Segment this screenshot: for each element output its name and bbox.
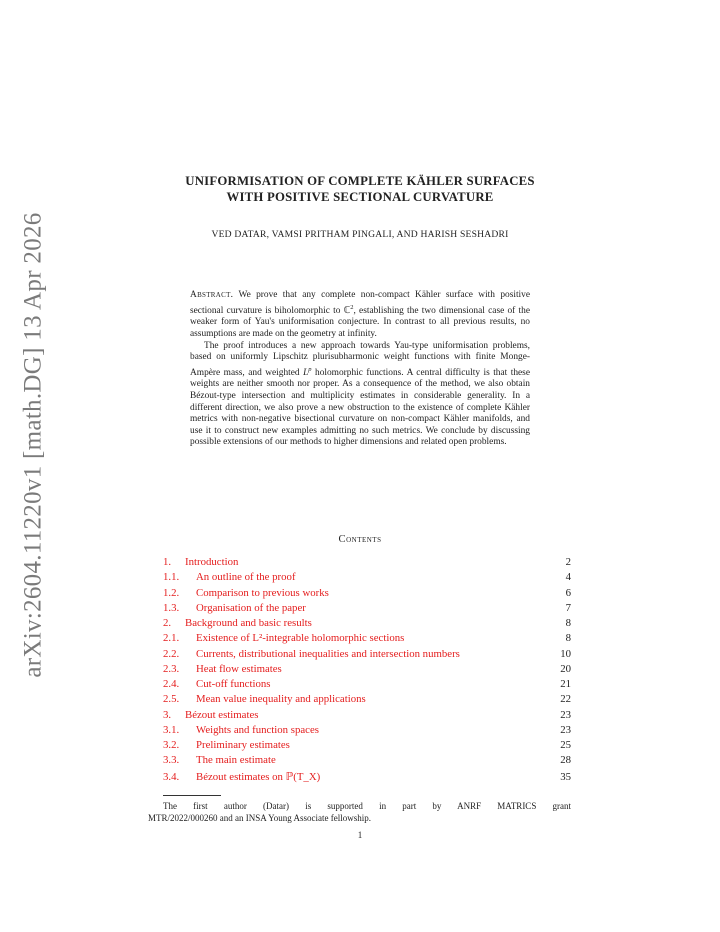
toc-section-title: The main estimate <box>196 754 276 767</box>
abstract-paragraph-2 <box>190 341 530 449</box>
toc-row[interactable] <box>163 724 571 739</box>
toc-row[interactable] <box>163 709 571 724</box>
footnote-line-1: The first author (Datar) is supported in part by ANRF MATRICS grant <box>163 801 571 811</box>
toc-section-title: Background and basic results <box>185 617 312 630</box>
arxiv-side-stamp <box>14 205 54 685</box>
toc-page-number: 35 <box>560 770 571 783</box>
toc-section-number: 3.4. <box>163 770 180 783</box>
toc-row[interactable] <box>163 556 571 571</box>
paper-title <box>150 173 570 205</box>
abstract-paragraph-1 <box>190 290 530 341</box>
toc-link[interactable] <box>163 648 460 660</box>
toc-row[interactable] <box>163 663 571 678</box>
toc-link[interactable] <box>163 739 290 751</box>
toc-page-number: 25 <box>560 739 571 752</box>
toc-page-number: 4 <box>565 571 571 584</box>
toc-row[interactable] <box>163 587 571 602</box>
toc-link[interactable] <box>163 709 258 721</box>
table-of-contents <box>163 556 571 785</box>
abstract-text-1a: We prove that any complete non-compact Kähler surface with positive sectional curvature is biholomorphic to ℂ <box>190 290 530 316</box>
toc-row[interactable] <box>163 693 571 708</box>
toc-link[interactable] <box>163 632 404 644</box>
toc-link[interactable] <box>163 663 282 675</box>
toc-section-title: Bézout estimates <box>185 708 259 721</box>
toc-section-number: 3.3. <box>163 754 180 767</box>
footnote <box>148 800 571 825</box>
toc-page-number: 23 <box>560 723 571 736</box>
toc-link[interactable] <box>163 724 319 736</box>
toc-section-title: Heat flow estimates <box>196 662 282 675</box>
toc-section-title: Existence of L²-integrable holomorphic sections <box>196 632 405 645</box>
toc-section-number: 2.5. <box>163 693 180 706</box>
toc-section-title: Comparison to previous works <box>196 586 329 599</box>
toc-row[interactable] <box>163 648 571 663</box>
toc-row[interactable] <box>163 678 571 693</box>
toc-page-number: 8 <box>565 617 571 630</box>
footnote-divider <box>163 795 221 796</box>
toc-link[interactable] <box>163 602 306 614</box>
toc-section-number: 3.2. <box>163 739 180 752</box>
toc-page-number: 20 <box>560 662 571 675</box>
toc-row[interactable] <box>163 602 571 617</box>
toc-section-title: Preliminary estimates <box>196 739 290 752</box>
toc-section-title: Bézout estimates on ℙ(T_X) <box>196 770 321 783</box>
abstract <box>190 290 530 449</box>
toc-page-number: 23 <box>560 708 571 721</box>
abstract-math-L: L <box>303 367 309 378</box>
toc-section-number: 2.2. <box>163 647 180 660</box>
toc-section-number: 1.2. <box>163 586 180 599</box>
toc-page-number: 7 <box>565 601 571 614</box>
toc-section-title: Organisation of the paper <box>196 601 306 614</box>
toc-section-number: 1.1. <box>163 571 180 584</box>
toc-section-title: Currents, distributional inequalities and intersection numbers <box>196 647 460 660</box>
toc-page-number: 21 <box>560 678 571 691</box>
toc-section-number: 2.1. <box>163 632 180 645</box>
abstract-heading: Abstract. <box>190 290 234 300</box>
toc-page-number: 2 <box>565 556 571 568</box>
toc-link[interactable] <box>163 617 312 629</box>
abstract-text-2b: holomorphic functions. A central difficulty is that these weights are neither smooth nor proper. As a consequence of the method, we also obtain Bézout-type intersection and multiplicity estimates in considerable generality. In a different direction, we also prove a new obstruction to the existence of complete Kähler metrics with non-negative bisectional curvature on non-compact Kähler manifolds, and use it to construct new examples admitting no such metrics. We conclude by discussing possible extensions of our methods to higher dimensions and related open problems. <box>190 367 530 448</box>
toc-link[interactable] <box>163 678 270 690</box>
toc-link[interactable] <box>163 770 320 783</box>
contents-heading: Contents <box>338 534 382 545</box>
author-list: VED DATAR, VAMSI PRITHAM PINGALI, AND HARISH SESHADRI <box>211 229 509 240</box>
toc-section-number: 1.3. <box>163 601 180 614</box>
toc-section-title: Weights and function spaces <box>196 723 319 736</box>
toc-section-title: An outline of the proof <box>196 571 296 584</box>
toc-section-title: Cut-off functions <box>196 678 271 691</box>
toc-section-number: 3.1. <box>163 723 180 736</box>
toc-link[interactable] <box>163 571 296 583</box>
toc-row[interactable] <box>163 571 571 586</box>
toc-section-title: Introduction <box>185 556 239 568</box>
toc-section-number: 2.4. <box>163 678 180 691</box>
toc-link[interactable] <box>163 556 238 568</box>
toc-row[interactable] <box>163 617 571 632</box>
arxiv-identifier: arXiv:2604.11220v1 [math.DG] 13 Apr 2026 <box>20 212 47 678</box>
abstract-text-1b: , establishing the two dimensional case of the weaker form of Yau's uniformisation conjecture. In contrast to all previous results, no assumptions are made on the geometry at infinity. <box>190 305 530 339</box>
toc-section-number: 3. <box>163 708 172 721</box>
toc-link[interactable] <box>163 587 329 599</box>
toc-section-number: 2.3. <box>163 662 180 675</box>
toc-page-number: 8 <box>565 632 571 645</box>
title-line-1: UNIFORMISATION OF COMPLETE KÄHLER SURFACES <box>185 174 535 188</box>
page-number: 1 <box>357 830 363 840</box>
toc-page-number: 28 <box>560 754 571 767</box>
toc-page-number: 6 <box>565 586 571 599</box>
abstract-math-p: p <box>308 365 312 373</box>
title-line-2: WITH POSITIVE SECTIONAL CURVATURE <box>226 190 494 204</box>
footnote-line-2: MTR/2022/000260 and an INSA Young Associate fellowship. <box>148 813 372 824</box>
toc-page-number: 10 <box>560 647 571 660</box>
toc-section-number: 1. <box>163 556 172 568</box>
toc-link[interactable] <box>163 693 366 705</box>
toc-page-number: 22 <box>560 693 571 706</box>
toc-row[interactable] <box>163 770 571 785</box>
abstract-text-2a: The proof introduces a new approach towards Yau-type uniformisation problems, based on uniformly Lipschitz plurisubharmonic weight functions with finite Monge-Ampère mass, and weighted <box>190 340 530 378</box>
toc-row[interactable] <box>163 632 571 647</box>
toc-link[interactable] <box>163 754 276 766</box>
toc-row[interactable] <box>163 754 571 769</box>
toc-row[interactable] <box>163 739 571 754</box>
toc-section-title: Mean value inequality and applications <box>196 693 366 706</box>
toc-section-number: 2. <box>163 617 172 630</box>
abstract-superscript: 2 <box>350 303 354 311</box>
